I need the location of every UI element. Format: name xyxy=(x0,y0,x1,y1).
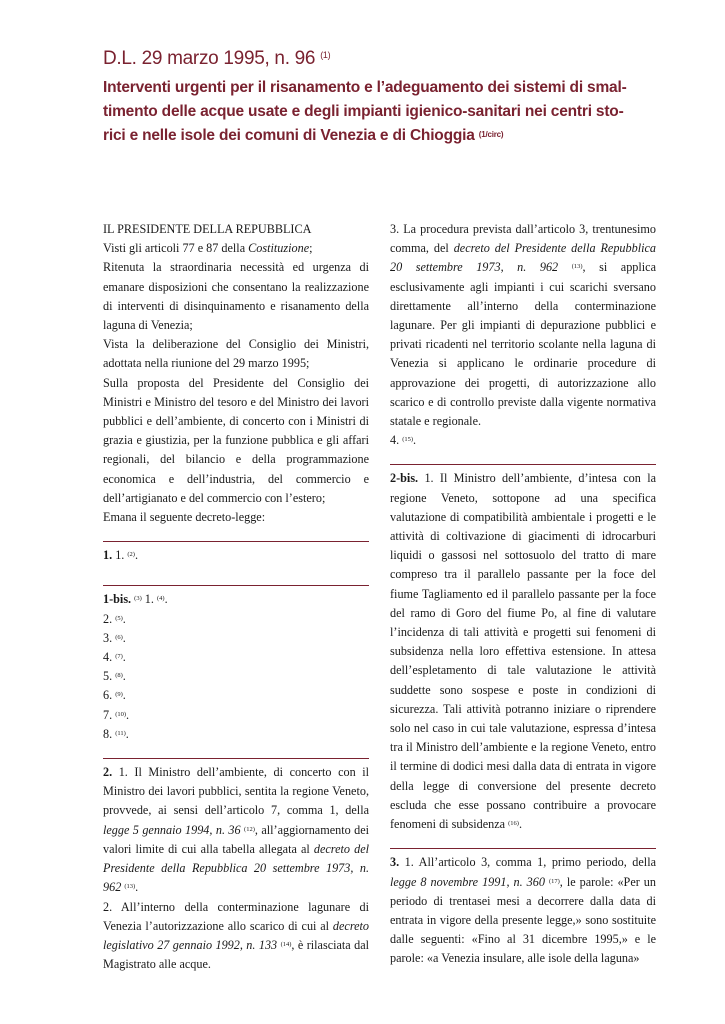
article-2: 2. 1. Il Ministro dell’ambiente, di concerto con il Ministro dei lavori pubblici, sentita la regione Veneto, provvede, ai sensi dell’articolo 7, comma 1, della legge 5 gennaio 1994, n. 36 $^{(12)}$, all’aggiornamento dei valori limite di cui alla tabella allegata al decreto del Presidente della Repubblica 20 settembre 1973, n. 962 $^{(13)}$. 2. All’interno della conterminazione lagunare di Venezia l’autorizzazione allo scarico di cui al decreto legislativo 27 gennaio 1992, n. 133 $^{(14)}$, è rilasciata dal Magistrato alle acque. xyxy=(103,758,369,974)
article-number: 2. xyxy=(103,765,113,780)
preamble-paragraph: Ritenuta la straordinaria necessità ed urgenza di emanare disposizioni che consentano la realizzazione di interventi di disinquinamento e risanamento della laguna di Venezia; xyxy=(103,260,369,333)
list-item: 4. $^{(7)}$. xyxy=(103,650,126,665)
list-item: 6. $^{(9)}$. xyxy=(103,688,126,703)
footnote-ref[interactable]: (10) xyxy=(115,710,127,718)
footnote-ref[interactable]: (6) xyxy=(115,633,123,641)
footnote-ref[interactable]: (13) xyxy=(571,263,583,271)
left-column xyxy=(103,218,369,974)
list-item: 8. $^{(11)}$. xyxy=(103,726,129,741)
title-footnote-ref[interactable]: (1) xyxy=(320,50,331,60)
footnote-ref[interactable]: (3) xyxy=(134,595,142,603)
footnote-ref[interactable]: (4) xyxy=(156,595,165,603)
footnote-ref[interactable]: (11) xyxy=(115,729,126,737)
subtitle-footnote-ref[interactable]: (1/circ) xyxy=(478,130,504,139)
article-number: 2-bis. xyxy=(390,471,419,486)
footnote-ref[interactable]: (16) xyxy=(508,820,519,828)
list-item: 5. $^{(8)}$. xyxy=(103,669,126,684)
preamble xyxy=(103,220,369,527)
preamble-paragraph: Visti gli articoli 77 e 87 della Costituzione; xyxy=(103,241,313,256)
preamble-heading: IL PRESIDENTE DELLA REPUBBLICA xyxy=(103,222,312,236)
article-3: 3. 1. All’articolo 3, comma 1, primo periodo, della legge 8 novembre 1991, n. 360 $^{(17)}$, le parole: «Per un periodo di trentasei mesi a decorrere dalla data di entrata in vigore della presente legge,» sono sostituite dalle seguenti: «Fino al 31 dicembre 1995,» e le parole: «a Venezia insulare, alle isole della laguna» xyxy=(390,848,656,968)
article-number: 3. xyxy=(390,855,400,870)
article-1-bis: 1-bis. $^{(3)}$ 1. $^{(4)}$. 2. $^{(5)}$. 3. $^{(6)}$. 4. $^{(7)}$. 5. $^{(8)}$. 6. $^{(9)}$. 7. $^{(10)}$. 8. $^{(11)}$. xyxy=(103,585,369,744)
decree-title: D.L. 29 marzo 1995, n. 96 $^{(1)}$ xyxy=(103,48,331,69)
document-header xyxy=(103,48,683,148)
preamble-paragraph: Emana il seguente decreto-legge: xyxy=(103,510,266,525)
footnote-ref[interactable]: (12) xyxy=(244,825,255,833)
preamble-paragraph: Sulla proposta del Presidente del Consiglio dei Ministri e Ministro del tesoro e del Ministro dei lavori pubblici e dell’ambiente, di concerto con i Ministri di grazia e giustizia, per la funzione pubblica e gli affari regionali, del bilancio e della programmazione economica e dell’industria, del commercio e dell’artigianato e del commercio con l’estero; xyxy=(103,375,369,505)
footnote-ref[interactable]: (5) xyxy=(115,614,123,622)
list-item: 7. $^{(10)}$. xyxy=(103,707,130,722)
right-column xyxy=(390,218,656,969)
article-1: 1. 1. $^{(2)}$. xyxy=(103,541,369,565)
preamble-paragraph: Vista la deliberazione del Consiglio dei Ministri, adottata nella riunione del 29 marzo 1995; xyxy=(103,337,369,371)
footnote-ref[interactable]: (15) xyxy=(402,436,414,444)
footnote-ref[interactable]: (14) xyxy=(280,940,292,948)
article-2-continued: 3. La procedura prevista dall’articolo 3, trentunesimo comma, del decreto del Presidente della Repubblica 20 settembre 1973, n. 962 $^{(13)}$, si applica esclusivamente agli impianti i cui scarichi sversano direttamente all’interno della conterminazione lagunare. Per gli impianti di depurazione pubblici e privati ricadenti nel territorio scolante nella laguna di Venezia si applicano le ordinarie procedure di approvazione dei progetti, di autorizzazione allo scarico e di controllo previste dalla vigente normativa statale e regionale. 4. $^{(15)}$. xyxy=(390,222,656,448)
footnote-ref[interactable]: (2) xyxy=(127,551,135,559)
list-item: 3. $^{(6)}$. xyxy=(103,630,126,645)
footnote-ref[interactable]: (8) xyxy=(115,672,123,680)
decree-subtitle: Interventi urgenti per il risanamento e l’adeguamento dei sistemi di smal- timento delle acque usate e degli impianti igienico-sanitari nei centri sto- rici e nelle isole dei comuni di Venezia e di Chioggia $^{(1/circ)}$ xyxy=(103,79,627,144)
article-number: 1-bis. xyxy=(103,592,132,607)
footnote-ref[interactable]: (9) xyxy=(115,691,123,699)
footnote-ref[interactable]: (13) xyxy=(124,883,136,891)
footnote-ref[interactable]: (7) xyxy=(115,653,123,661)
list-item: 2. $^{(5)}$. xyxy=(103,611,126,626)
footnote-ref[interactable]: (17) xyxy=(548,877,560,885)
article-number: 1. xyxy=(103,548,113,563)
article-2-bis: 2-bis. 1. Il Ministro dell’ambiente, d’intesa con la regione Veneto, sottopone ad una specifica valutazione di compatibilità ambientale i progetti e le attività di coltivazione di giacimenti di idrocarburi liquidi o gassosi nel sottosuolo del tratto di mare compreso tra il parallelo passante per la foce del fiume Tagliamento ed il parallelo passante per la foce del ramo di Goro del fiume Po, al fine di valutare l’incidenza di tali attività e progetti sui fenomeni di subsidenza nella loro effettiva estensione. In attesa dell’espletamento di tale valutazione le attività suddette sono sospese e poste in condizioni di sicurezza. Tali attività potranno iniziare o riprendere solo nel caso in cui tale valutazione, espressa d’intesa tra il Ministro dell’ambiente e la regione Veneto, entro il termine di dodici mesi dalla data di entrata in vigore della legge di conversione del presente decreto escluda che esse possano contribuire a provocare fenomeni di subsidenza $^{(16)}$. xyxy=(390,464,656,834)
